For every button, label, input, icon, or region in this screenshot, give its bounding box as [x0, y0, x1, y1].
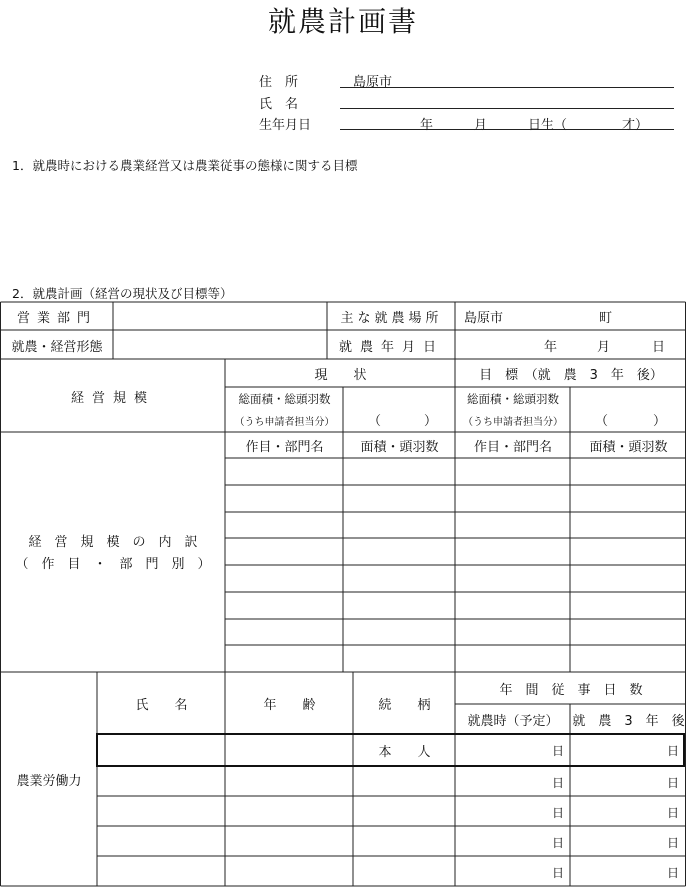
name-label: 氏 名: [259, 97, 299, 112]
day-unit: 日: [552, 806, 565, 820]
location-city: 島原市: [464, 311, 504, 326]
age-unit: 才）: [622, 118, 649, 133]
day-unit: 日: [667, 806, 680, 820]
day-unit: 日: [667, 866, 680, 880]
start-date-label: 就農年月日: [338, 339, 444, 355]
labor-label: 農業労働力: [16, 774, 82, 789]
relation-header: 続 柄: [378, 698, 431, 713]
start-month-unit: 月: [597, 339, 611, 355]
name-header: 氏 名: [135, 698, 188, 713]
current-area-field[interactable]: [344, 388, 455, 432]
paren-open: （: [368, 414, 382, 429]
breakdown-label-1: 経 営 規 模 の 内 訳: [28, 534, 198, 550]
business-dept-field[interactable]: [114, 303, 326, 330]
address-label: 住 所: [259, 75, 299, 90]
day-unit: 日: [552, 776, 565, 790]
paren-close: ）: [424, 414, 438, 429]
target-crop-header: 作目・部門名: [473, 440, 552, 455]
annual-days-header: 年 間 従 事 日 数: [499, 683, 643, 698]
current-crop-header: 作目・部門名: [245, 440, 324, 455]
section1-heading: 1．就農時における農業経営又は農業従事の態様に関する目標: [12, 158, 358, 173]
target-header: 目 標 （就 農 3 年 後）: [479, 368, 663, 383]
birth-year-unit: 年: [420, 118, 434, 133]
form-label: 就農・経営形態: [11, 339, 103, 355]
age-header: 年 齢: [263, 698, 316, 713]
scale-label: 経営規模: [70, 390, 155, 406]
day-unit: 日: [552, 836, 565, 850]
target-area-total-label: 総面積・総頭羽数: [467, 392, 559, 406]
main-location-label: 主な就農場所: [340, 311, 443, 326]
day-unit: 日: [552, 744, 565, 758]
current-area-header: 面積・頭羽数: [360, 440, 439, 455]
day-unit: 日: [667, 836, 680, 850]
birth-month-unit: 月: [474, 118, 488, 133]
target-area-share-label: （うち申請者担当分）: [463, 416, 563, 428]
birth-day-unit: 日生（: [528, 118, 568, 133]
address-value[interactable]: 島原市: [353, 75, 393, 90]
self-relation: 本 人: [378, 745, 431, 760]
start-date-field[interactable]: [456, 331, 686, 359]
paren-open: （: [595, 414, 609, 429]
breakdown-label-2: （ 作 目 ・ 部 門 別 ）: [15, 556, 211, 572]
after3-header: 就 農 3 年 後: [572, 714, 685, 729]
paren-close: ）: [653, 414, 667, 429]
page-title: 就農計画書: [267, 5, 418, 38]
business-dept-label: 営業部門: [16, 311, 97, 326]
birth-label: 生年月日: [259, 118, 312, 133]
day-unit: 日: [552, 866, 565, 880]
current-area-share-label: （うち申請者担当分）: [234, 416, 335, 428]
section2-heading: 2．就農計画（経営の現状及び目標等）: [12, 286, 233, 301]
current-area-total-label: 総面積・総頭羽数: [238, 392, 331, 406]
location-field[interactable]: [456, 303, 686, 330]
day-unit: 日: [667, 776, 680, 790]
target-area-header: 面積・頭羽数: [589, 440, 668, 455]
target-area-field[interactable]: [571, 388, 686, 432]
current-header: 現 状: [314, 368, 367, 383]
day-unit: 日: [667, 744, 680, 758]
form-field[interactable]: [114, 331, 326, 359]
start-year-unit: 年: [544, 339, 558, 355]
at-start-header: 就農時（予定）: [467, 714, 559, 729]
location-town: 町: [599, 311, 613, 326]
start-day-unit: 日: [652, 339, 666, 355]
